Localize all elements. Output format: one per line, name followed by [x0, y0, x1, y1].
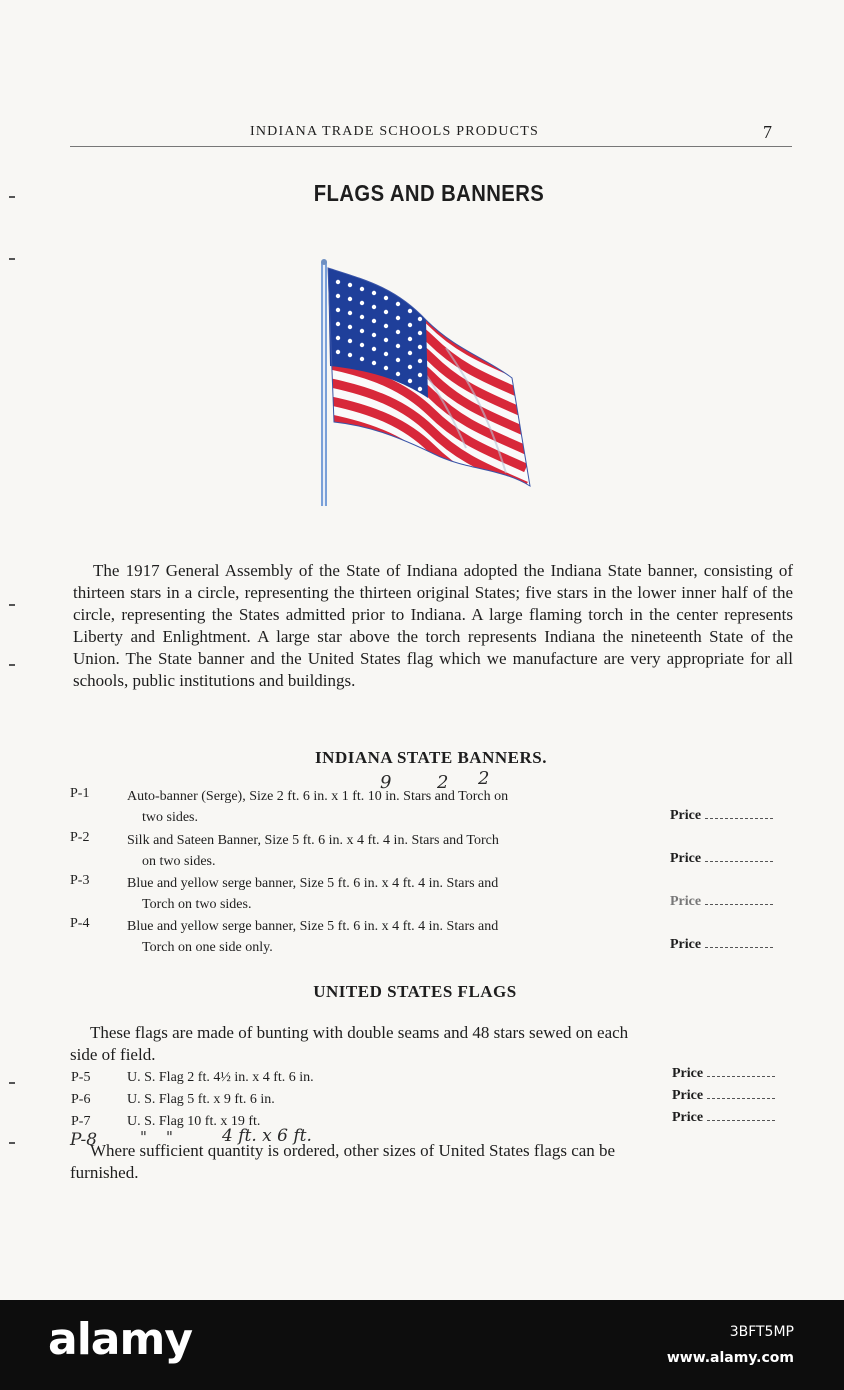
item-code: P-5: [71, 1070, 91, 1085]
intro-text: The 1917 General Assembly of the State of Indiana adopted the Indiana State banner, consisting of thirteen stars in a circle, representing the thirteen original States; five stars in the lower inner half of the circle, representing the States admitted prior to Indiana. A large flaming torch in the center represents Liberty and Enlightment. A large star above the torch represents Indiana the nineteenth State of the Union. The State banner and the United States flag which we manufacture are very appropriate for all schools, public institutions and buildings.: [73, 561, 793, 690]
image-id: 3BFT5MP: [729, 1324, 794, 1340]
banners-heading: INDIANA STATE BANNERS.: [315, 748, 547, 767]
watermark-footer: [0, 1300, 844, 1390]
item-description: U. S. Flag 5 ft. x 9 ft. 6 in.: [127, 1092, 275, 1107]
item-description: U. S. Flag 10 ft. x 19 ft.: [127, 1114, 261, 1129]
item-description: Blue and yellow serge banner, Size 5 ft. 6 in. x 4 ft. 4 in. Stars and Torch on two sides.: [127, 876, 499, 912]
item-code: P-3: [70, 873, 90, 888]
price-field-p1: Price: [670, 808, 773, 824]
intro-paragraph: [73, 560, 793, 692]
price-field-p2: Price: [670, 851, 773, 867]
item-code: P-2: [70, 830, 90, 845]
item-code: P-7: [71, 1114, 91, 1129]
alamy-logo: alamy: [48, 1314, 192, 1365]
handwritten-correction: 2: [478, 768, 490, 789]
margin-mark: [9, 1142, 15, 1144]
margin-mark: [9, 604, 15, 606]
closing-paragraph: Where sufficient quantity is ordered, other sizes of United States flags can be furnished.: [70, 1141, 616, 1182]
price-field-p6: Price: [672, 1088, 775, 1104]
running-head: INDIANA TRADE SCHOOLS PRODUCTS: [250, 124, 539, 139]
price-field-p5: Price: [672, 1066, 775, 1082]
margin-mark: [9, 196, 15, 198]
page-number: 7: [763, 122, 772, 142]
flag-item-p6: [71, 1092, 275, 1108]
us-flags-intro: These flags are made of bunting with double seams and 48 stars sewed on each side of field.: [70, 1023, 629, 1064]
item-description: Auto-banner (Serge), Size 2 ft. 6 in. x 1 ft. 10 in. Stars and Torch on two sides.: [127, 789, 509, 825]
item-code: P-6: [71, 1092, 91, 1107]
footer-url: www.alamy.com: [666, 1350, 794, 1366]
price-field-p7: Price: [672, 1110, 775, 1126]
price-field-p4: Price: [670, 937, 773, 953]
us-flag-illustration: [316, 258, 536, 510]
flag-item-p5: [71, 1070, 314, 1086]
item-description: U. S. Flag 2 ft. 4½ in. x 4 ft. 6 in.: [127, 1070, 314, 1085]
price-field-p3: Price: [670, 894, 773, 910]
margin-mark: [9, 258, 15, 260]
header-rule: [70, 146, 792, 147]
item-code: P-4: [70, 916, 90, 931]
margin-mark: [9, 1082, 15, 1084]
item-code: P-1: [70, 786, 90, 801]
us-flags-heading: UNITED STATES FLAGS: [313, 982, 517, 1001]
item-description: Blue and yellow serge banner, Size 5 ft. 6 in. x 4 ft. 4 in. Stars and Torch on one side only.: [127, 919, 499, 955]
page-title: FLAGS AND BANNERS: [313, 180, 545, 206]
handwritten-ditto: " ": [140, 1128, 173, 1146]
item-description: Silk and Sateen Banner, Size 5 ft. 6 in. x 4 ft. 4 in. Stars and Torch on two sides.: [127, 833, 499, 869]
handwritten-correction: 9: [380, 772, 392, 793]
handwritten-code: P-8: [70, 1130, 98, 1150]
margin-mark: [9, 664, 15, 666]
handwritten-correction: 2: [437, 772, 449, 793]
handwritten-size: 4 ft. x 6 ft.: [222, 1126, 312, 1146]
